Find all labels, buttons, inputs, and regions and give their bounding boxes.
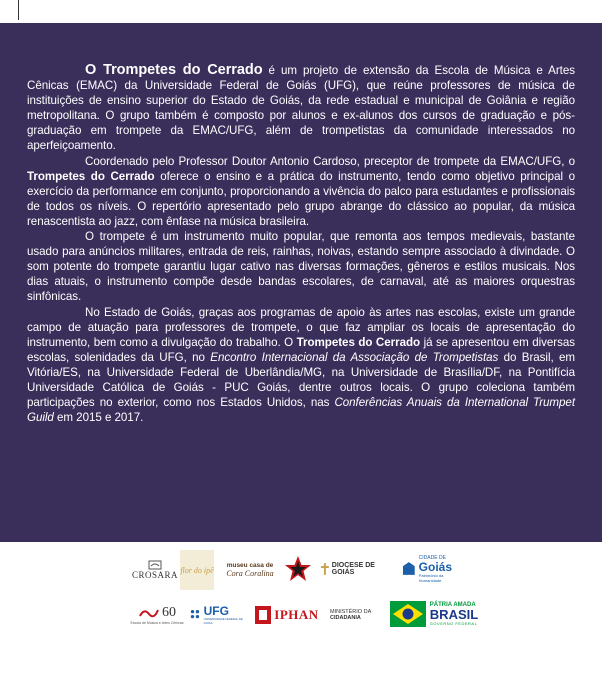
emac-swirl-icon	[138, 606, 160, 620]
p4-conferencias: Conferências Anuais da International Trumpet Guild	[27, 396, 576, 425]
logo-ufg	[190, 602, 244, 628]
paragraph-intro-text: é um projeto de extensão da Escola de Música e Artes Cênicas (EMAC) da Universidade Federal de Goiás (UFG), que reúne professores de música de instituições de ensino superior do Estado de Goiás, da rede estadual e municipal de Goiânia e região metropolitana. O grupo também é composto por alunos e ex-alunos dos cursos de graduação e pós-graduação em trompete da EMAC/UFG, além de trompetistas da comunidade interessados no aperfeiçoamento.	[27, 64, 575, 153]
p2-part-a: Coordenado pelo Professor Doutor Antonio Cardoso, preceptor de trompete da EMAC/UFG, o	[85, 154, 575, 168]
sixty-label: 60	[162, 605, 176, 620]
goias-emblem-icon	[402, 562, 416, 576]
cora-label: Cora Coralina	[226, 569, 274, 578]
p4-group-name: Trompetes do Cerrado	[296, 335, 421, 349]
cidadania-label: CIDADANIA	[330, 615, 361, 621]
p2-part-c: oferece o ensino e a prática do instrumento, tendo como objetivo principal o exercício da performance em conjunto, proporcionando a vivência do palco para estudantes e profissionais de todos os níveis. O repertório apresentado pelo grupo abrange do clássico ao popular, da música renascentista ao jazz, com ênfase na música brasileira.	[27, 169, 576, 228]
p4-part-a: No Estado de Goiás, graças aos programas de apoio às artes nas escolas, existe um grande campo de atuação para professores de trompete, o que faz ampliar os locais de apresentação do instrumento, bem como a divulgação do trabalho. O	[27, 305, 575, 349]
p4-part-e: do Brasil, em Vitória/ES, na Universidade Federal de Uberlândia/MG, na Universidade de Brasília/DF, na Pontifícia Universidade Católica de Goiás - PUC Goiás, dentre outros locais. O grupo coleciona também participações no exterior, como nos Estados Unidos, nas	[27, 350, 575, 410]
crop-mark-top	[18, 0, 19, 20]
p4-encontro: Encontro Internacional da Associação de Trompetistas	[210, 350, 499, 364]
governo-label: GOVERNO FEDERAL	[429, 621, 478, 626]
logo-ministerio	[330, 604, 382, 626]
brasil-label: BRASIL	[429, 607, 479, 622]
museu-label: museu casa de	[226, 562, 274, 569]
text-panel	[0, 23, 602, 542]
patrimonio-label: Patrimônio da Humanidade	[418, 573, 444, 583]
brasil-flag-icon	[390, 601, 426, 627]
flor-label: flor do ipê	[180, 565, 214, 575]
ministerio-label: MINISTÉRIO DA	[330, 609, 372, 615]
paragraph-trumpet: O trompete é um instrumento muito popular, que remonta aos tempos medievais, bastante usado para anúncios militares, entrada de reis, rainhas, noivas, estando sempre associado à divindade. O som potente do trompete garantiu lugar cativo nas diversas formações, gêneros e estilos musicais. Nos dias atuais, o instrumento compõe desde bandas escolares, de carnaval, até as maiores orquestras sinfônicas.	[27, 230, 575, 304]
project-title: O Trompetes do Cerrado	[85, 62, 263, 78]
paragraph-goias	[27, 305, 575, 426]
p4-part-g: em 2015 e 2017.	[53, 411, 144, 425]
diocese-label: DIOCESE DE GOIÁS	[331, 562, 375, 576]
logo-star	[283, 554, 313, 584]
p2-group-name: Trompetes do Cerrado	[27, 169, 155, 183]
logo-cidade-goias	[402, 552, 466, 586]
paragraph-coordination	[27, 154, 575, 229]
logo-diocese	[320, 560, 398, 578]
logo-museu-cora	[222, 554, 278, 586]
sponsor-logos	[0, 542, 602, 684]
logo-iphan	[252, 604, 322, 626]
star-icon	[284, 555, 312, 583]
crosara-label: CROSARA	[132, 570, 179, 580]
paragraph-intro	[27, 63, 575, 154]
logo-emac-60	[128, 600, 186, 630]
patria-label: PÁTRIA AMADA	[429, 602, 476, 608]
escola-label: Escola de Música e Artes Cênicas	[130, 621, 184, 625]
ufg-dots-icon	[190, 608, 202, 622]
logo-flor-do-ipe	[180, 550, 214, 590]
crosara-mark-icon	[148, 560, 162, 570]
ufg-sub-label: UNIVERSIDADE FEDERAL DE GOIÁS	[203, 617, 243, 625]
logo-crosara	[132, 556, 178, 584]
iphan-mark-icon	[255, 606, 271, 624]
goias-label: Goiás	[418, 560, 453, 574]
ufg-label: UFG	[203, 604, 229, 618]
iphan-label: IPHAN	[274, 607, 319, 622]
logo-brasil-governo	[386, 596, 482, 632]
cidade-label: CIDADE DE	[418, 555, 446, 561]
cross-icon	[320, 563, 330, 575]
p4-part-c: já se apresentou em diversas escolas, solenidades da UFG, no	[27, 335, 575, 364]
